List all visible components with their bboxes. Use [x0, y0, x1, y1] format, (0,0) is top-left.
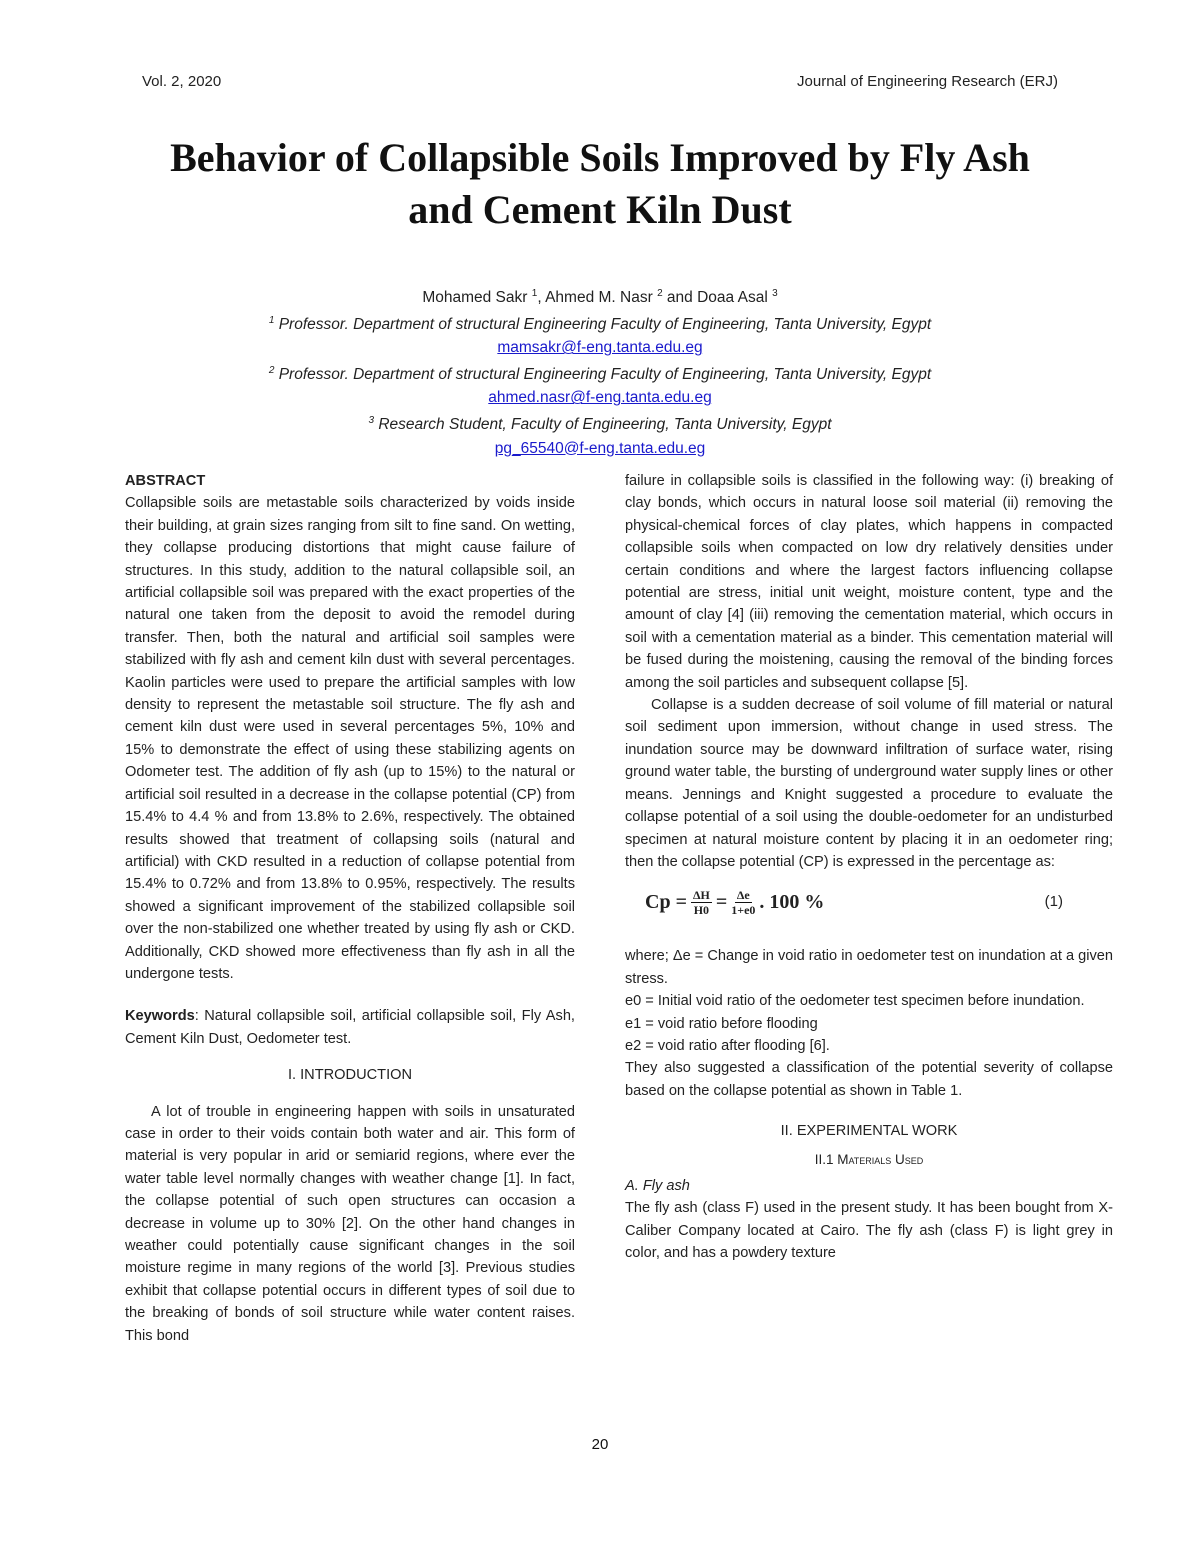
- eq-equals: =: [715, 891, 728, 914]
- eq-fraction-2: [731, 888, 755, 917]
- affiliation-2-sup: 2: [268, 365, 275, 377]
- affiliation-3: [100, 409, 1100, 436]
- left-column: [125, 470, 575, 1347]
- running-head-journal: Journal of Engineering Research (ERJ): [797, 73, 1058, 90]
- section-heading-introduction: I. INTRODUCTION: [287, 1067, 413, 1084]
- eq-fraction-1: [691, 888, 712, 917]
- title-line-1: Behavior of Collapsible Soils Improved by Fly Ash: [170, 135, 1030, 180]
- definition-e0: e0 = Initial void ratio of the oedometer test specimen before inundation.: [625, 993, 1085, 1010]
- author-2-sup: 2: [657, 288, 663, 299]
- equation-body: [645, 888, 824, 917]
- abstract-heading: ABSTRACT: [125, 473, 206, 489]
- eq-tail: . 100 %: [759, 891, 825, 914]
- affiliation-2-text: Professor. Department of structural Engineering Faculty of Engineering, Tanta University, Egypt: [278, 366, 932, 384]
- subsection-fly-ash: A. Fly ash: [625, 1177, 690, 1194]
- author-3: Doaa Asal: [697, 289, 768, 307]
- eq-frac1-num: ΔH: [692, 887, 710, 902]
- keywords-text: : Natural collapsible soil, artificial collapsible soil, Fly Ash, Cement Kiln Dust, Oedometer test.: [125, 1008, 575, 1047]
- email-link-1[interactable]: mamsakr@f-eng.tanta.edu.eg: [497, 339, 703, 357]
- author-2: Ahmed M. Nasr: [545, 289, 653, 307]
- author-sep-2: and: [662, 289, 698, 307]
- intro-paragraph-1: A lot of trouble in engineering happen with soils in unsaturated case in order to their voids contain both water and air. This form of material is very popular in arid or semiarid regions, where ever the water table level normally changes with weather change [1]. In fact, the collapse potential of such open structures can occasion a decrease in volume up to 30% [2]. On the other hand changes in weather could potentially cause significant changes in the soil moisture regime in many regions of the world [3]. Previous studies exhibit that collapse potential occurs in different types of soil due to the breaking of bonds of soil structure while water content raises. This bond: [125, 1103, 575, 1344]
- keywords: [125, 1005, 575, 1050]
- section-heading-experimental: II. EXPERIMENTAL WORK: [780, 1123, 958, 1140]
- eq-frac2-num: Δe: [736, 887, 750, 902]
- author-block: [100, 282, 1100, 460]
- affiliation-3-text: Research Student, Faculty of Engineering, Tanta University, Egypt: [378, 416, 832, 434]
- definition-e1: e1 = void ratio before flooding: [625, 1015, 818, 1032]
- running-head-volume: Vol. 2, 2020: [142, 73, 222, 90]
- email-link-3[interactable]: pg_65540@f-eng.tanta.edu.eg: [494, 439, 706, 457]
- abstract-text: Collapsible soils are metastable soils characterized by voids inside their building, at grain sizes ranging from silt to fine sand. On wetting, they collapse producing distortions that might cause failure of structures. In this study, addition to the natural collapsible soil, an artificial collapsible soil was prepared with the exact properties of the natural one taken from the deposit to avoid the remodel during transfer. Then, both the natural and artificial soil samples were stabilized with fly ash and cement kiln dust with several percentages. Kaolin particles were used to prepare the artificial samples with low density to represent the metastable soil structure. The fly ash and cement kiln dust were used in several percentages 5%, 10% and 15% to demonstrate the effect of using these stabilizing agents on Odometer test. The addition of fly ash (up to 15%) to the natural or artificial soil resulted in a decrease in the collapse potential (CP) from 15.4% to 4.4 % and from 13.8% to 2.6%, respectively. The obtained results showed that treatment of collapsing soils (natural and artificial) with CKD resulted in a reduction of collapse potential from 15.4% to 0.72% and from 13.8% to 0.95%, respectively. The results showed a significant improvement of the stabilized collapsible soil over the non-stabilized one whether treated by using fly ash or CKD. Additionally, CKD showed more effectiveness than fly ash in all the undergone tests.: [125, 495, 575, 982]
- right-paragraph-2: Collapse is a sudden decrease of soil volume of fill material or natural soil sediment upon immersion, without change in used stress. The inundation source may be downward infiltration of surface water, rising ground water table, the bursting of underground water supply lines or other means. Jennings and Knight suggested a procedure to evaluate the collapse potential of a soil using the double-oedometer for an undisturbed specimen at natural moisture content by placing it in an oedometer ring; then the collapse potential (CP) is expressed in the percentage as:: [625, 697, 1113, 870]
- email-link-2[interactable]: ahmed.nasr@f-eng.tanta.edu.eg: [488, 389, 712, 407]
- affiliation-1-text: Professor. Department of structural Engineering Faculty of Engineering, Tanta University, Egypt: [278, 316, 932, 334]
- author-names: [100, 282, 1100, 309]
- right-paragraph-4: The fly ash (class F) used in the present study. It has been bought from X- Caliber Company located at Cairo. The fly ash (class F) is light grey in color, and has a powdery texture: [625, 1200, 1113, 1262]
- author-1-sup: 1: [531, 288, 538, 299]
- title-line-2: and Cement Kiln Dust: [408, 187, 792, 232]
- paper-title: [60, 132, 1140, 236]
- page-number: 20: [591, 1436, 609, 1453]
- right-paragraph-1: failure in collapsible soils is classified in the following way: (i) breaking of clay bonds, which occurs in natural loose soil material (ii) removing the physical-chemical forces of clay plates, which happens in compacted collapsible soils when compacted on low dry relatively densities under certain conditions and where the largest factors influencing collapse potential are stress, initial unit weight, moisture content, type and the amount of clay [4] (iii) removing the cementation material, which occurs in soil with a cementation material as a binder. This cementation material will be fused during the moistening, causing the removal of the binding forces among the soil particles and subsequent collapse [5].: [625, 473, 1113, 691]
- author-3-sup: 3: [772, 288, 778, 299]
- eq-lhs: Cp =: [645, 891, 687, 914]
- subsection-materials: II.1 Materials Used: [814, 1151, 924, 1167]
- eq-frac2-den: 1+e0: [731, 902, 756, 917]
- right-paragraph-3: They also suggested a classification of the potential severity of collapse based on the collapse potential as shown in Table 1.: [625, 1060, 1113, 1099]
- author-sep-1: ,: [537, 289, 546, 307]
- definition-delta-e: where; Δe = Change in void ratio in oedometer test on inundation at a given stress.: [625, 948, 1114, 987]
- right-column: [625, 470, 1113, 1265]
- definition-e2: e2 = void ratio after flooding [6].: [625, 1037, 830, 1054]
- affiliation-1: [100, 309, 1100, 336]
- affiliation-1-sup: 1: [268, 315, 275, 327]
- affiliation-2: [100, 359, 1100, 386]
- eq-frac1-den: H0: [693, 902, 710, 917]
- equation-1: [625, 873, 1113, 931]
- affiliation-3-sup: 3: [368, 415, 375, 427]
- equation-number: (1): [1044, 893, 1063, 911]
- author-1: Mohamed Sakr: [422, 289, 528, 307]
- keywords-label: Keywords: [125, 1008, 195, 1025]
